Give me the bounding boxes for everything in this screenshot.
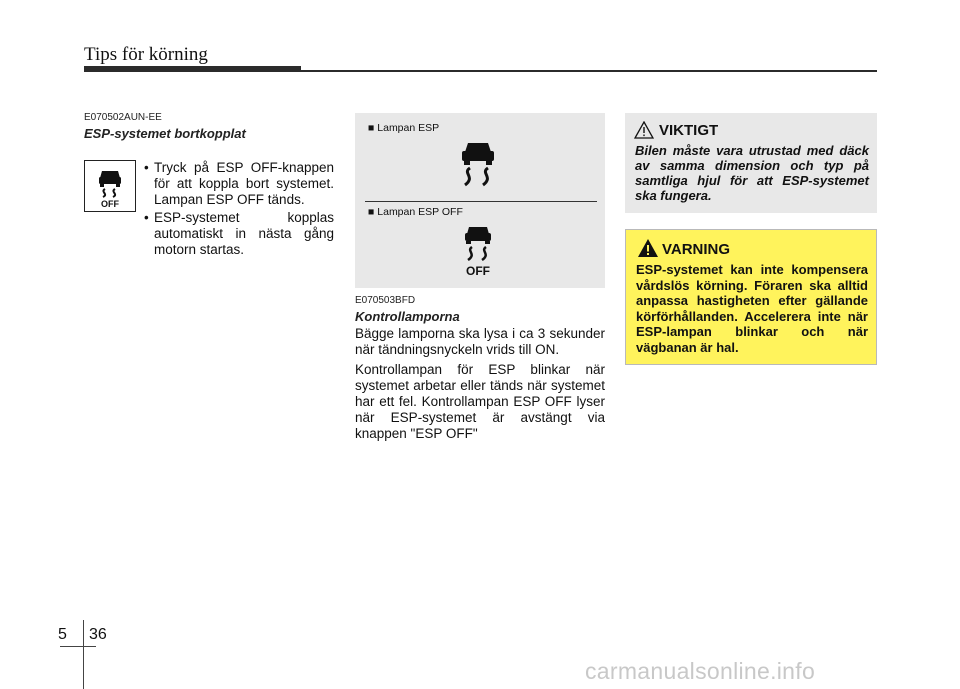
page-number: 36 [89, 626, 107, 643]
watermark: carmanualsonline.info [585, 658, 816, 684]
section-heading: ESP-systemet bortkopplat [84, 126, 246, 141]
esp-off-button-icon [84, 160, 136, 212]
lamp-esp-label: ■ Lampan ESP [368, 122, 440, 134]
list-item: • Tryck på ESP OFF-knappen för att koppla bort systemet. Lampan ESP OFF tänds. [144, 160, 334, 208]
footer-divider-vertical [83, 620, 84, 689]
paragraph: Kontrollampan för ESP blinkar när systemet arbetar eller tänds när systemet har ett fel. Kontrollampan ESP OFF lyser när ESP-systemet är avstängt via knappen "ESP OFF" [355, 362, 605, 441]
header-rule-thick [84, 66, 301, 72]
bullet-list [144, 160, 334, 258]
section-heading: Kontrollamporna [355, 309, 460, 324]
header-rule-thin [301, 70, 877, 72]
section-number: 5 [58, 626, 67, 643]
paragraph: Bägge lamporna ska lysa i ca 3 sekunder när tändningsnyckeln vrids till ON. [355, 326, 605, 357]
footer-divider-horizontal [60, 646, 96, 647]
esp-lamp-icon [450, 140, 506, 192]
esp-off-lamp-icon [456, 224, 500, 278]
lamp-divider [365, 201, 597, 202]
section-code: E070503BFD [355, 295, 416, 306]
warning-body: ESP-systemet kan inte kompensera vårdslös körning. Föraren ska alltid anpassa hastigheten efter gällande körförhållanden. Accelerera inte när ESP-lampan blinkar och när vägbanan är hal. [636, 262, 868, 355]
important-body: Bilen måste vara utrustad med däck av samma dimension och typ på samtliga hjul för att ESP-systemet ska fungera. [635, 143, 869, 203]
section-code: E070502AUN-EE [84, 112, 162, 123]
body-text [355, 326, 605, 446]
lamp-esp-off-label: ■ Lampan ESP OFF [368, 206, 463, 218]
warning-triangle-icon [637, 238, 659, 258]
lamp-off-text: OFF [466, 264, 490, 278]
caution-triangle-icon [634, 121, 654, 139]
list-item: • ESP-systemet kopplas automatiskt in nästa gång motorn startas. [144, 210, 334, 258]
warning-title: VARNING [662, 241, 731, 258]
page-title: Tips för körning [84, 44, 208, 65]
important-title: VIKTIGT [659, 122, 719, 139]
esp-off-icon [85, 161, 135, 211]
icon-off-text: OFF [101, 199, 119, 209]
